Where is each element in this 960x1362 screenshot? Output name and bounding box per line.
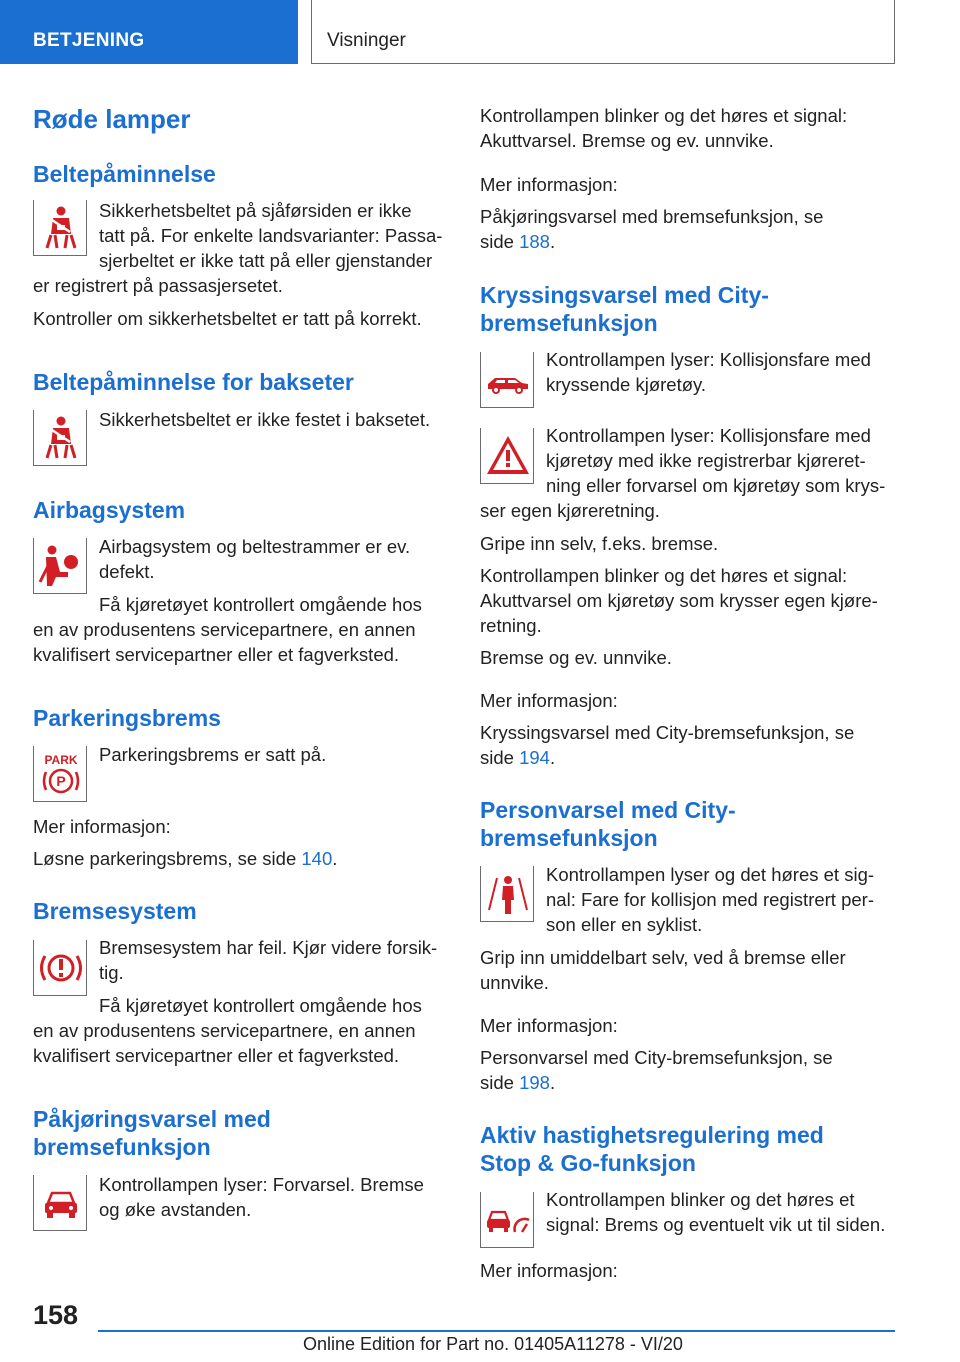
pakj-line1: Kontrollampen lyser: Forvarsel. Bremse	[99, 1174, 424, 1195]
acc-more: Mer informasjon:	[480, 1260, 618, 1281]
person-line3: son eller en syklist.	[546, 914, 703, 935]
subsection-box	[311, 0, 895, 64]
svg-text:P: P	[56, 773, 66, 789]
right-ref1-line1: Påkjøringsvarsel med bremsefunksjon, se	[480, 206, 824, 227]
kryss-more: Mer informasjon:	[480, 690, 618, 711]
heading-acc-2: Stop & Go-funksjon	[480, 1150, 696, 1176]
airbag-line5: kvalifisert servicepartner eller et fagverksted.	[33, 644, 400, 665]
kryss-a-line2: kryssende kjøretøy.	[546, 374, 707, 395]
pakj-line2: og øke avstanden.	[99, 1199, 252, 1220]
heading-person-1: Personvarsel med City-	[480, 797, 736, 823]
person-line1: Kontrollampen lyser og det høres et sig-	[546, 864, 875, 885]
belte-line2: tatt på. For enkelte landsvarianter: Passa-	[99, 225, 443, 246]
park-ref: Løsne parkeringsbrems, se side 140.	[33, 848, 338, 869]
brems-line3: Få kjøretøyet kontrollert omgående hos	[99, 995, 422, 1016]
belte-check: Kontroller om sikkerhetsbeltet er tatt på korrekt.	[33, 308, 422, 329]
kryss-ref: side 194.	[480, 747, 556, 768]
person-grip1: Grip inn umiddelbart selv, ved å bremse eller	[480, 947, 846, 968]
chapter-label: BETJENING	[33, 30, 145, 51]
airbag-line4: en av produsentens servicepartnere, en annen	[33, 619, 416, 640]
subsection-label: Visninger	[327, 30, 406, 51]
brems-line5: kvalifisert servicepartner eller et fagverksted.	[33, 1045, 400, 1066]
kryss-brake: Bremse og ev. unnvike.	[480, 647, 672, 668]
kryss-a-line1: Kontrollampen lyser: Kollisjonsfare med	[546, 349, 871, 370]
airbag-line3: Få kjøretøyet kontrollert omgående hos	[99, 594, 422, 615]
belte-line4: er registrert på passasjersetet.	[33, 275, 283, 296]
person-ref-line1: Personvarsel med City-bremsefunksjon, se	[480, 1047, 833, 1068]
heading-brems: Bremsesystem	[33, 898, 197, 924]
heading-kryss-1: Kryssingsvarsel med City-	[480, 282, 769, 308]
heading-airbag: Airbagsystem	[33, 497, 186, 523]
airbag-line1: Airbagsystem og beltestrammer er ev.	[99, 536, 411, 557]
kryss-b-line1: Kontrollampen lyser: Kollisjonsfare med	[546, 425, 871, 446]
person-ref: side 198.	[480, 1072, 556, 1093]
park-icon-label: PARK	[44, 753, 78, 767]
right-more1: Mer informasjon:	[480, 174, 618, 195]
heading-bakseter: Beltepåminnelse for bakseter	[33, 369, 354, 395]
heading-kryss-2: bremsefunksjon	[480, 310, 658, 336]
kryss-blink3: retning.	[480, 615, 542, 636]
kryss-blink1: Kontrollampen blinker og det høres et signal:	[480, 565, 848, 586]
brems-line4: en av produsentens servicepartnere, en annen	[33, 1020, 416, 1041]
footer-rule	[98, 1330, 895, 1332]
ref-198-link[interactable]: 198	[519, 1072, 550, 1093]
right-p1-line2: Akuttvarsel. Bremse og ev. unnvike.	[480, 130, 774, 151]
park-text: Parkeringsbrems er satt på.	[99, 744, 327, 765]
heading-belte: Beltepåminnelse	[33, 161, 216, 187]
ref-188-link[interactable]: 188	[519, 231, 550, 252]
airbag-line2: defekt.	[99, 561, 155, 582]
acc-line1: Kontrollampen blinker og det høres et	[546, 1189, 855, 1210]
right-ref1: side 188.	[480, 231, 556, 252]
kryss-b-line2: kjøretøy med ikke registrerbar kjøreret-	[546, 450, 866, 471]
heading-pakj-2: bremsefunksjon	[33, 1134, 211, 1160]
heading-pakj-1: Påkjøringsvarsel med	[33, 1106, 271, 1132]
page-number: 158	[33, 1300, 79, 1330]
belte-line1: Sikkerhetsbeltet på sjåførsiden er ikke	[99, 200, 412, 221]
belte-line3: sjerbeltet er ikke tatt på eller gjenstander	[99, 250, 433, 271]
chapter-tab	[0, 0, 298, 64]
kryss-b-line4: ser egen kjøreretning.	[480, 500, 660, 521]
park-page-link[interactable]: 140	[301, 848, 333, 869]
person-more: Mer informasjon:	[480, 1015, 618, 1036]
person-grip2: unnvike.	[480, 972, 549, 993]
park-more: Mer informasjon:	[33, 816, 171, 837]
brems-line2: tig.	[99, 962, 124, 983]
brems-line1: Bremsesystem har feil. Kjør videre forsik-	[99, 937, 438, 958]
acc-line2: signal: Brems og eventuelt vik ut til siden.	[546, 1214, 886, 1235]
kryss-b-line3: ning eller forvarsel om kjøretøy som krys-	[546, 475, 886, 496]
kryss-blink2: Akuttvarsel om kjøretøy som krysser egen kjøre-	[480, 590, 878, 611]
heading-park: Parkeringsbrems	[33, 705, 221, 731]
kryss-ref-line1: Kryssingsvarsel med City-bremsefunksjon, se	[480, 722, 855, 743]
right-p1-line1: Kontrollampen blinker og det høres et signal:	[480, 105, 848, 126]
ref-194-link[interactable]: 194	[519, 747, 550, 768]
bakseter-text: Sikkerhetsbeltet er ikke festet i baksetet.	[99, 409, 431, 430]
heading-acc-1: Aktiv hastighetsregulering med	[480, 1122, 824, 1148]
edition-label: Online Edition for Part no. 01405A11278 - VI/20	[303, 1334, 683, 1354]
heading-person-2: bremsefunksjon	[480, 825, 658, 851]
kryss-grip: Gripe inn selv, f.eks. bremse.	[480, 533, 719, 554]
person-line2: nal: Fare for kollisjon med registrert per-	[546, 889, 874, 910]
page-title: Røde lamper	[33, 104, 191, 134]
